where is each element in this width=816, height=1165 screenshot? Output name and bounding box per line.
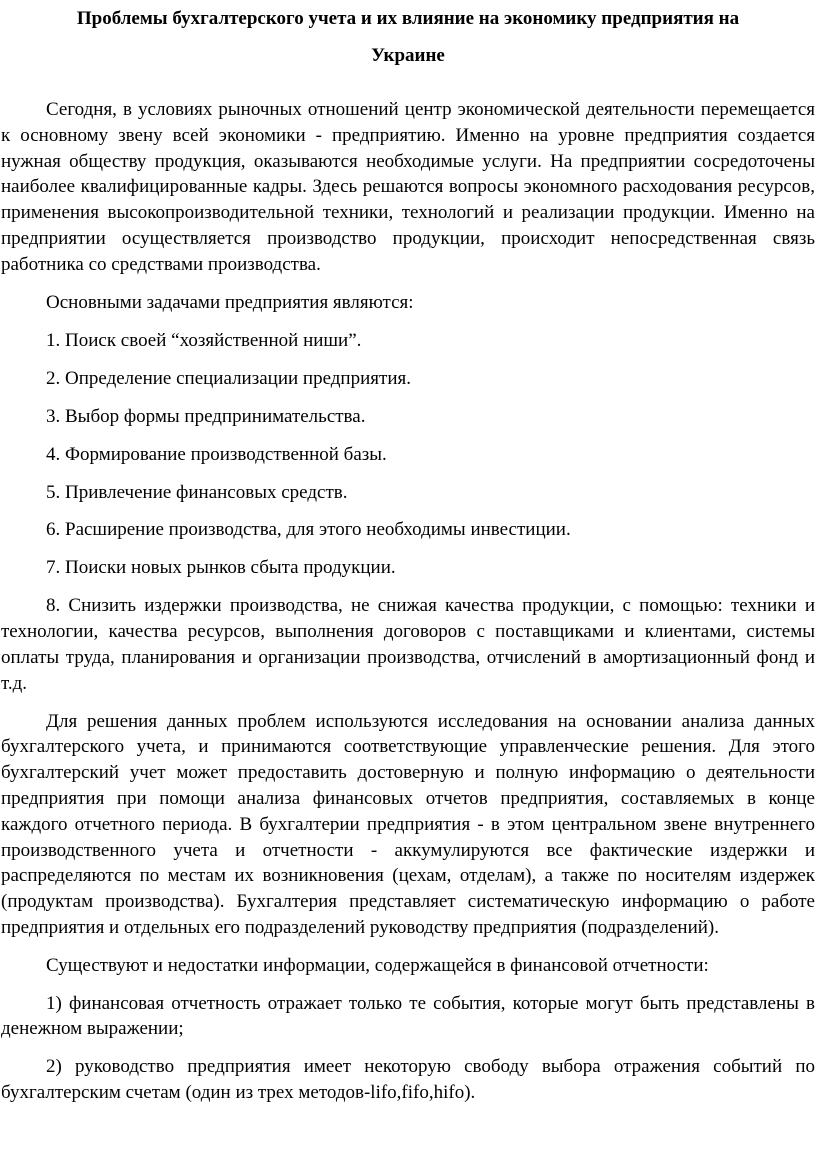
- task-item-2: 2. Определение специализации предприятия.: [46, 367, 411, 389]
- paragraph-intro: Сегодня, в условиях рыночных отношений центр экономической деятельности перемещается к основному звену всей экономики - предприятию. Именно на уровне предприятия создается нужная обществу продукция, оказываются необходимые услуги. На предприятии сосредоточены наиболее квалифицированные кадры. Здесь решаются вопросы экономного расходования ресурсов, применения высокопроизводительной техники, технологий и реализации продукции. Именно на предприятии осуществляется производство продукции, происходит непосредственная связь работника со средствами производства.: [1, 99, 815, 275]
- drawback-item-2: 2) руководство предприятия имеет некоторую свободу выбора отражения событий по бухгалтерским счетам (один из трех методов-lifo,fifo,hifo).: [1, 1056, 815, 1103]
- task-item-5: 5. Привлечение финансовых средств.: [46, 481, 348, 503]
- drawback-item-1: 1) финансовая отчетность отражает только те события, которые могут быть представлены в денежном выражении;: [1, 992, 815, 1040]
- task-item-6: 6. Расширение производства, для этого необходимы инвестиции.: [46, 519, 571, 541]
- paragraph-solution: Для решения данных проблем используются исследования на основании анализа данных бухгалтерского учета, и принимаются соответствующие управленческие решения. Для этого бухгалтерский учет может предоставить достоверную и полную информацию о деятельности предприятия при помощи анализа финансовых отчетов предприятия, составляемых в конце каждого отчетного периода. В бухгалтерии предприятия - в этом центральном звене внутреннего производственного учета и отчетности - аккумулируются все фактические издержки и распределяются по местам их возникновения (цехам, отделам), а также по носителям издержек (продуктам производства). Бухгалтерия представляет систематическую информацию о работе предприятия и отдельных его подразделений руководству предприятия (подразделений).: [1, 710, 815, 939]
- task-item-8: 8. Снизить издержки производства, не снижая качества продукции, с помощью: техники и технологии, качества ресурсов, выполнения договоров с поставщиками и клиентами, системы оплаты труда, планирования и организации производства, отчислений в амортизационный фонд и т.д.: [1, 595, 815, 694]
- paragraph-tasks-heading: Основными задачами предприятия являются:: [46, 291, 414, 313]
- document-title-line-2: Украине: [371, 45, 445, 66]
- task-item-3: 3. Выбор формы предпринимательства.: [46, 405, 366, 427]
- task-item-1: 1. Поиск своей “хозяйственной ниши”.: [46, 329, 362, 351]
- document-title-line-1: Проблемы бухгалтерского учета и их влияние на экономику предприятия на: [76, 8, 740, 29]
- document-body: [1, 97, 815, 1106]
- task-item-4: 4. Формирование производственной базы.: [46, 443, 387, 465]
- task-item-7: 7. Поиски новых рынков сбыта продукции.: [46, 557, 396, 579]
- paragraph-drawbacks-heading: Существуют и недостатки информации, содержащейся в финансовой отчетности:: [46, 954, 709, 976]
